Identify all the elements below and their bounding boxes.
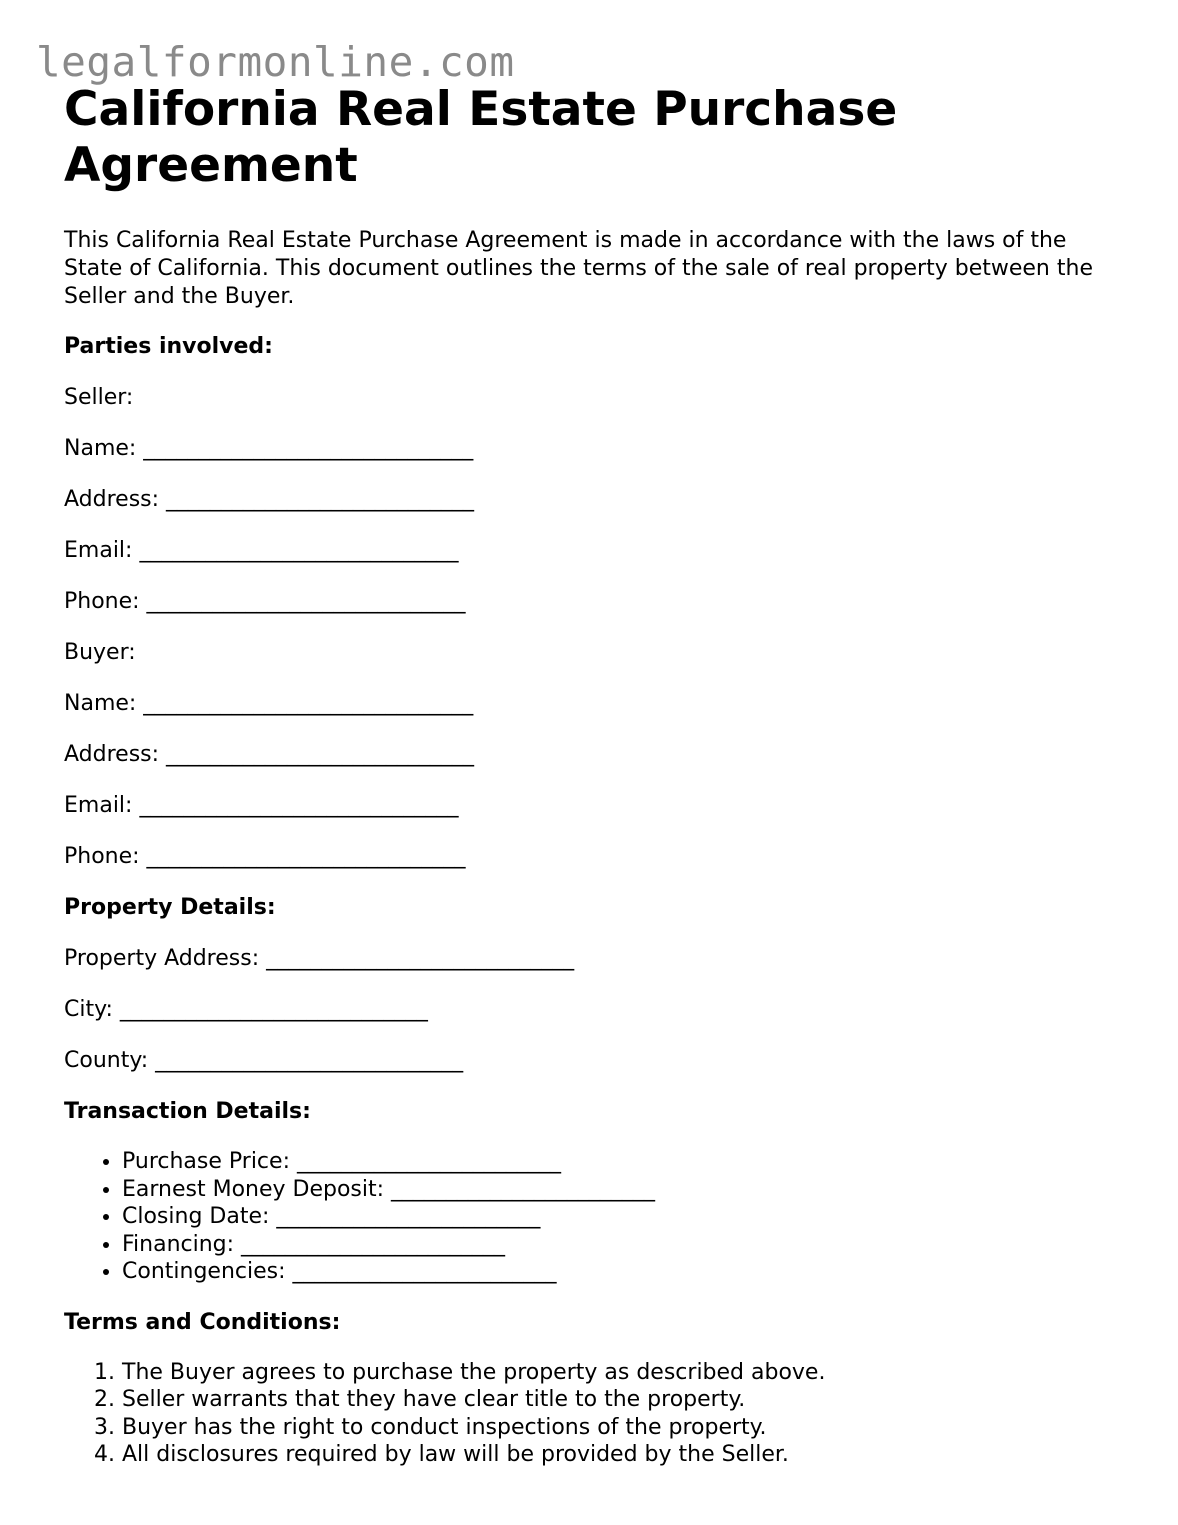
earnest-money-field[interactable]: • Earnest Money Deposit: ________________________: [122, 1176, 1104, 1204]
purchase-price-field[interactable]: • Purchase Price: ________________________: [122, 1148, 1104, 1176]
seller-phone-field[interactable]: Phone: _____________________________: [64, 589, 466, 614]
transaction-list: [64, 1148, 1104, 1286]
parties-heading: Parties involved:: [64, 334, 273, 359]
terms-item: 3. Buyer has the right to conduct inspections of the property.: [122, 1414, 1104, 1442]
terms-item: 2. Seller warrants that they have clear title to the property.: [122, 1386, 1104, 1414]
buyer-phone-field[interactable]: Phone: _____________________________: [64, 844, 466, 869]
buyer-name-field[interactable]: Name: ______________________________: [64, 691, 474, 716]
seller-name-field[interactable]: Name: ______________________________: [64, 436, 474, 461]
intro-paragraph: This California Real Estate Purchase Agreement is made in accordance with the laws of the State of California. This document outlines the terms of the sale of real property between the Seller and the Buyer.: [64, 228, 1093, 309]
site-watermark: legalformonline.com: [36, 38, 515, 86]
property-county-field[interactable]: County: ____________________________: [64, 1048, 464, 1073]
contingencies-field[interactable]: • Contingencies: ________________________: [122, 1258, 1104, 1286]
page-title: California Real Estate Purchase Agreement: [64, 82, 898, 193]
terms-item: 1. The Buyer agrees to purchase the property as described above.: [122, 1359, 1104, 1387]
terms-item: 4. All disclosures required by law will be provided by the Seller.: [122, 1441, 1104, 1469]
property-heading: Property Details:: [64, 895, 276, 920]
financing-field[interactable]: • Financing: ________________________: [122, 1231, 1104, 1259]
closing-date-field[interactable]: • Closing Date: ________________________: [122, 1203, 1104, 1231]
terms-list: [64, 1359, 1104, 1469]
property-city-field[interactable]: City: ____________________________: [64, 997, 428, 1022]
buyer-address-field[interactable]: Address: ____________________________: [64, 742, 475, 767]
terms-heading: Terms and Conditions:: [64, 1309, 341, 1335]
seller-address-field[interactable]: Address: ____________________________: [64, 487, 475, 512]
buyer-label: Buyer:: [64, 640, 136, 665]
seller-label: Seller:: [64, 385, 134, 410]
document-body: [64, 82, 1104, 1469]
buyer-email-field[interactable]: Email: _____________________________: [64, 793, 459, 818]
property-address-field[interactable]: Property Address: ____________________________: [64, 946, 575, 971]
transaction-heading: Transaction Details:: [64, 1099, 311, 1124]
seller-email-field[interactable]: Email: _____________________________: [64, 538, 459, 563]
